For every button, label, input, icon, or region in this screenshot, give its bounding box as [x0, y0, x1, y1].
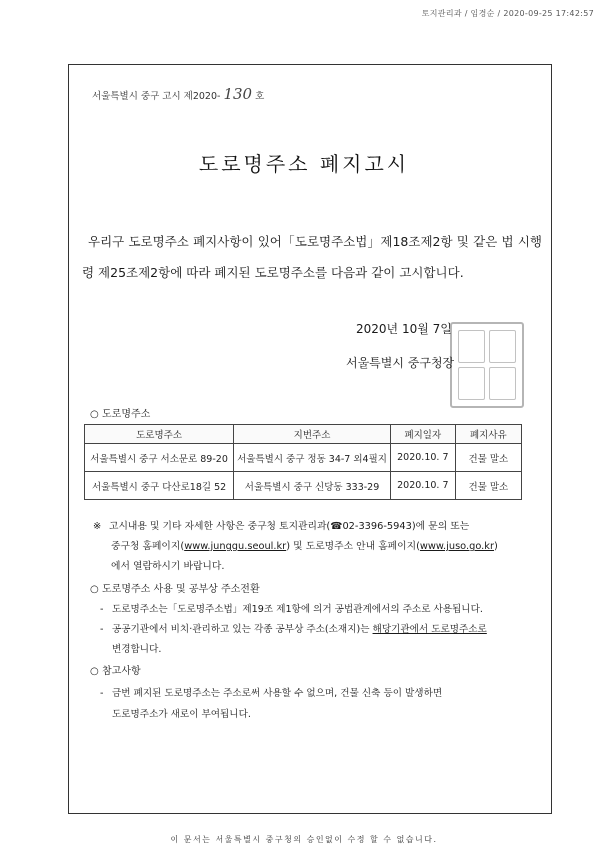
section-road-address-heading: ○ 도로명주소: [90, 409, 151, 420]
cell-abolish-date: 2020.10. 7: [390, 472, 455, 500]
bullet-circle: ○: [90, 666, 99, 677]
note-links-line: 중구청 홈페이지(www.junggu.seoul.kr) 및 도로명주소 안내 홈페이지(www.juso.go.kr): [111, 541, 498, 552]
seal-pattern: [458, 330, 516, 400]
table-header-row: [85, 425, 522, 444]
notice-number-prefix: 서울특별시 중구 고시 제2020-: [92, 91, 221, 102]
header-abolish-reason: 폐지사유: [455, 425, 521, 444]
section-usage-items: [100, 600, 540, 660]
note-mark: ※: [93, 521, 102, 532]
cell-lot-address: 서울특별시 중구 신당동 333-29: [234, 472, 391, 500]
list-item: - 금번 폐지된 도로명주소는 주소로써 사용할 수 없으며, 건물 신축 등이 발생하면 도로명주소가 새로이 부여됩니다.: [100, 688, 443, 720]
table-row: [85, 472, 522, 500]
cell-abolish-reason: 건물 말소: [455, 472, 521, 500]
section-usage-heading: ○ 도로명주소 사용 및 공부상 주소전환: [90, 584, 260, 595]
document-title: 도로명주소 폐지고시: [198, 152, 410, 176]
notice-date: 2020년 10월 7일: [356, 322, 452, 336]
header-road-address: 도로명주소: [85, 425, 234, 444]
table-row: [85, 444, 522, 472]
junggu-homepage-link[interactable]: www.junggu.seoul.kr: [184, 541, 287, 552]
notice-body: 우리구 도로명주소 폐지사항이 있어「도로명주소법」제18조제2항 및 같은 법 시행령 제25조제2항에 따라 폐지된 도로명주소를 다음과 같이 고시합니다.: [82, 234, 542, 280]
cell-lot-address: 서울특별시 중구 정동 34-7 외4필지: [234, 444, 391, 472]
notice-number: [92, 85, 264, 103]
bullet-circle: ○: [90, 409, 99, 420]
header-abolish-date: 폐지일자: [390, 425, 455, 444]
cell-road-address: 서울특별시 중구 다산로18길 52: [85, 472, 234, 500]
cell-abolish-date: 2020.10. 7: [390, 444, 455, 472]
header-lot-address: 지번주소: [234, 425, 391, 444]
print-metadata: 토지관리과 / 임경순 / 2020-09-25 17:42:57: [421, 9, 594, 18]
juso-homepage-link[interactable]: www.juso.go.kr: [419, 541, 494, 552]
notice-number-suffix: 호: [255, 91, 265, 102]
inquiry-note: ※ 고시내용 및 기타 자세한 사항은 중구청 토지관리과(☎02-3396-5943)에 문의 또는 중구청 홈페이지(www.junggu.seoul.kr) 및 도로명주소 안내 홈페이지(www.juso.go.kr) 에서 열람하시기 바랍니다.: [93, 517, 533, 577]
section-reference-items: [100, 683, 540, 725]
document-footer: 이 문서는 서울특별시 중구청의 승인없이 수정 할 수 없습니다.: [170, 835, 438, 844]
cell-abolish-reason: 건물 말소: [455, 444, 521, 472]
abolished-address-table: [84, 424, 522, 500]
list-item: - 공공기관에서 비치·관리하고 있는 각종 공부상 주소(소재지)는 해당기관에서 도로명주소로 변경합니다.: [100, 624, 487, 655]
section-reference-heading: ○ 참고사항: [90, 666, 141, 677]
handwritten-notice-number: 130: [223, 85, 253, 103]
bullet-circle: ○: [90, 584, 99, 595]
list-item: - 도로명주소는「도로명주소법」제19조 제1항에 의거 공법관계에서의 주소로 사용됩니다.: [100, 604, 483, 615]
official-seal-stamp: [450, 322, 524, 408]
cell-road-address: 서울특별시 중구 서소문로 89-20: [85, 444, 234, 472]
issuer-name: 서울특별시 중구청장: [346, 356, 455, 370]
